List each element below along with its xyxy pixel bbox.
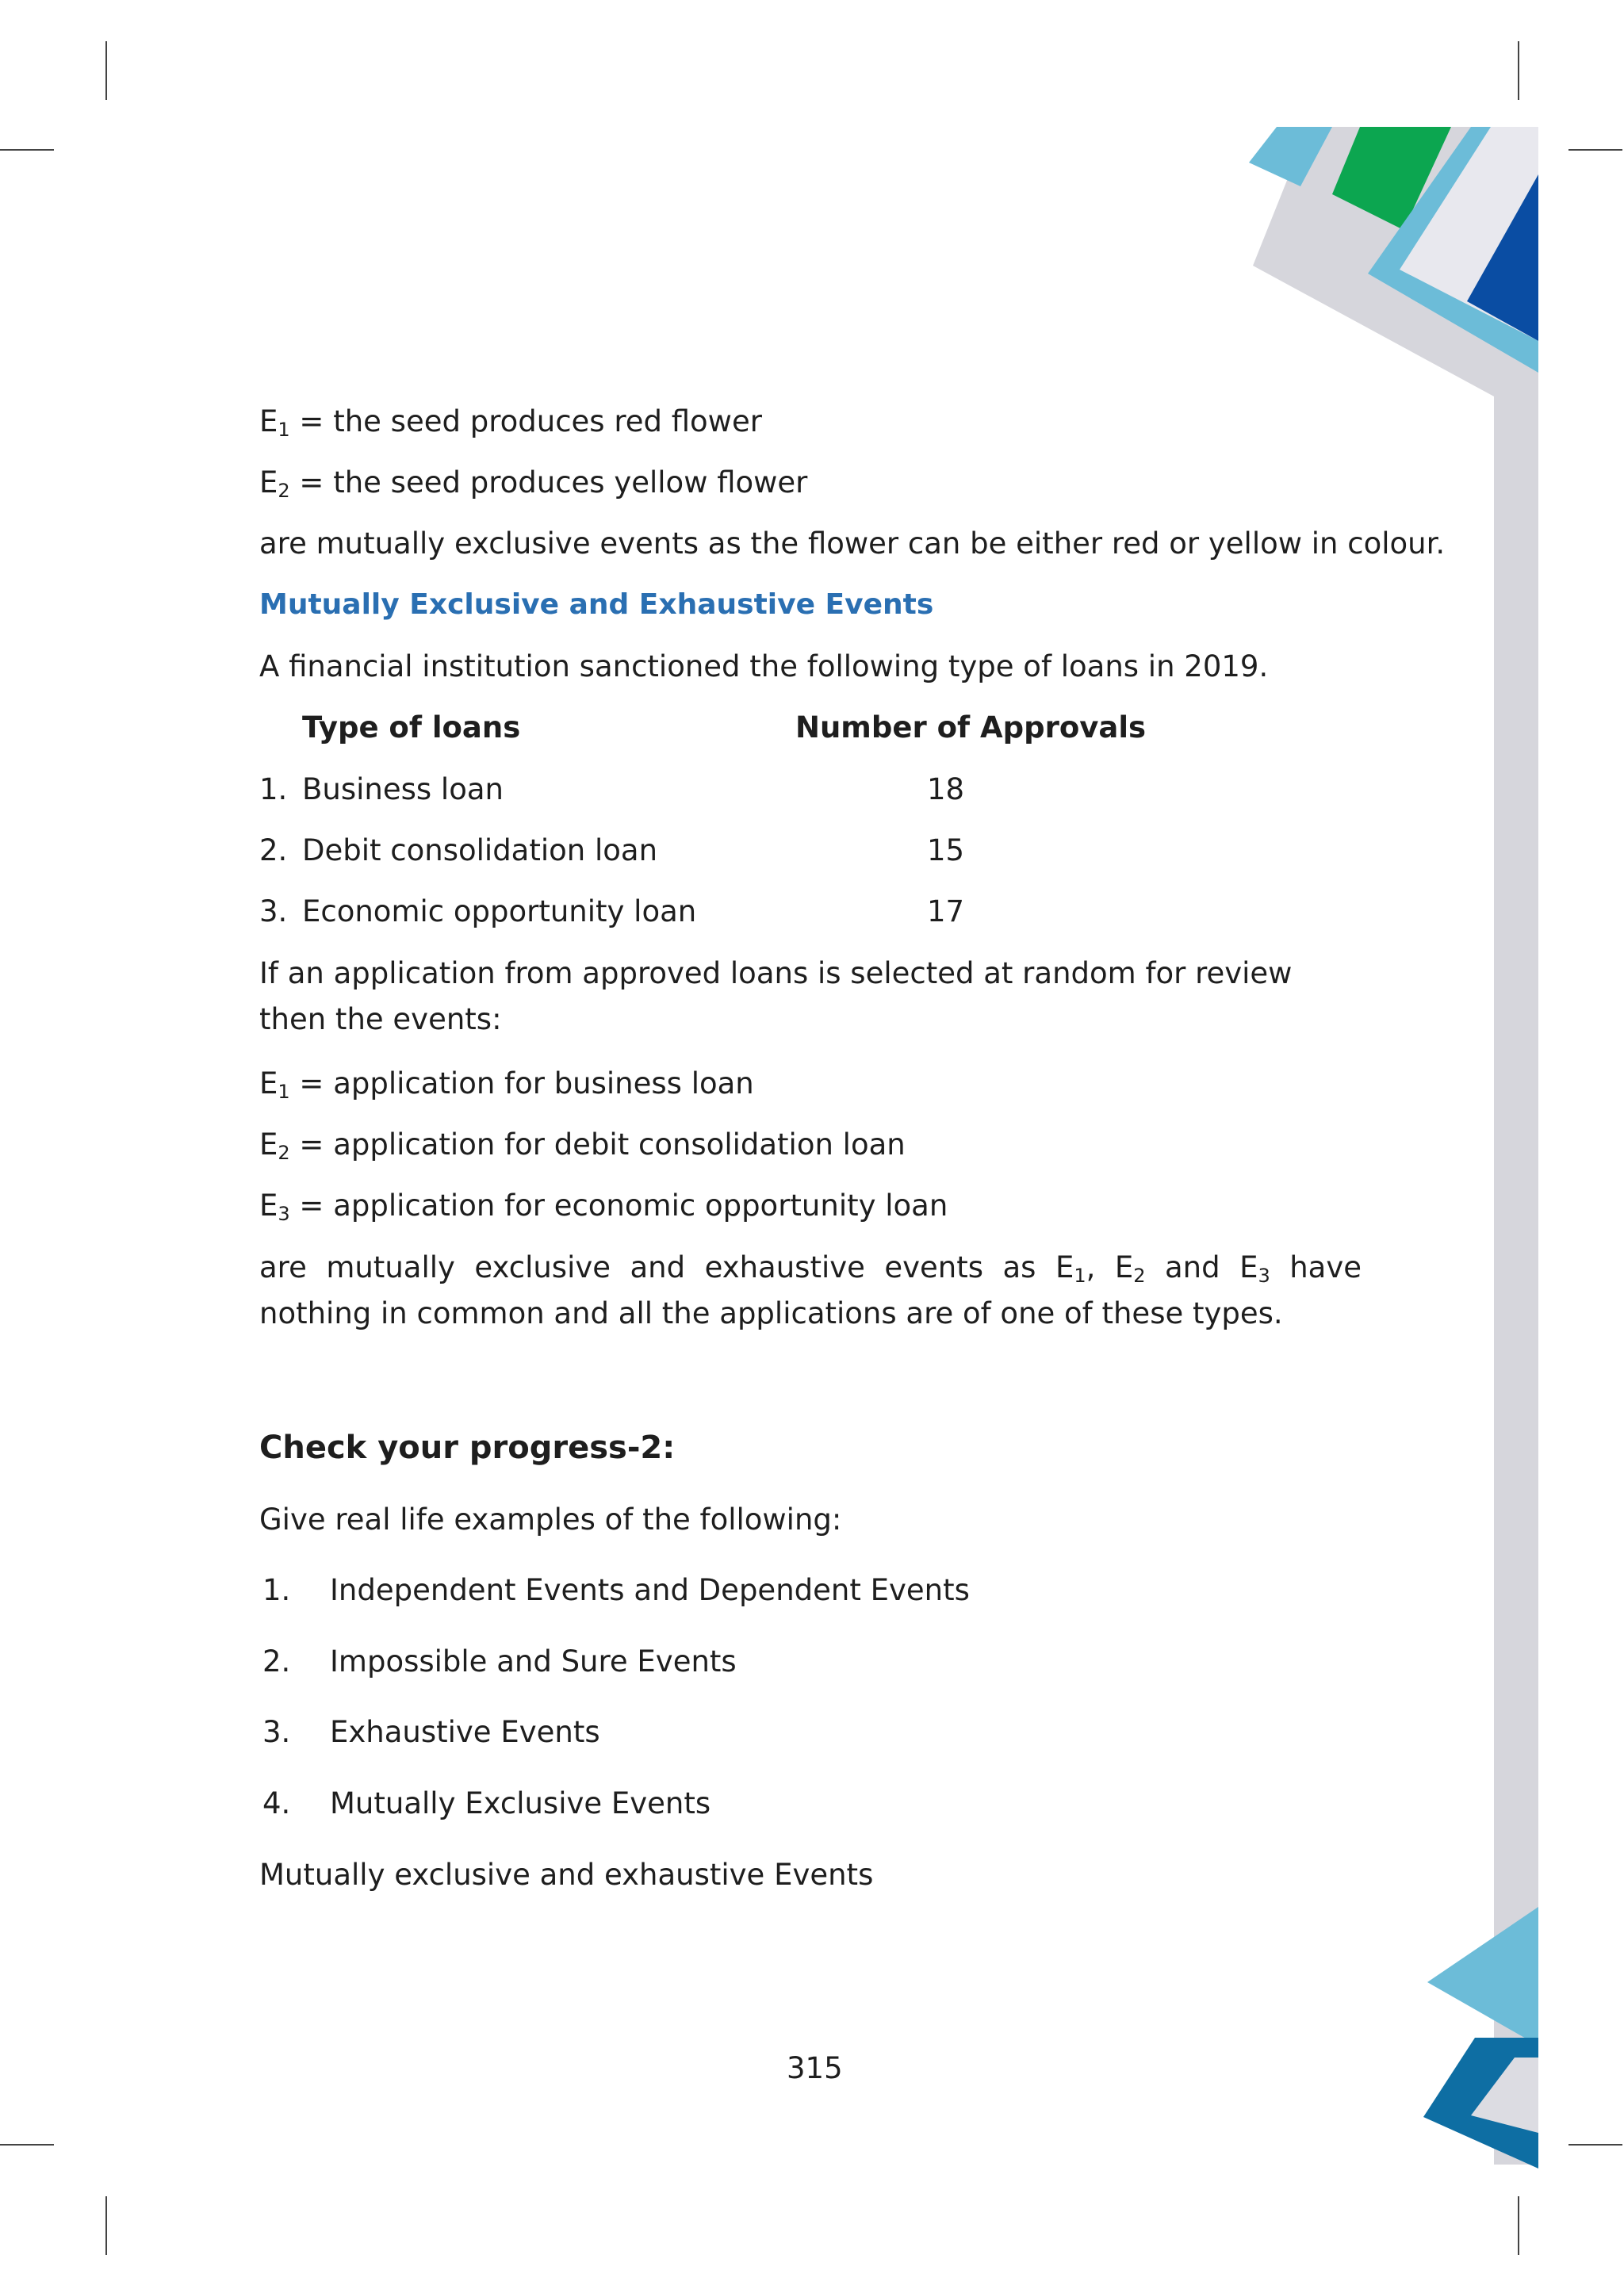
table-row-2-count: 15 xyxy=(927,833,965,867)
side-band xyxy=(1494,333,1538,2165)
event-e2-loan: $E_2$ = application for debit consolidation loan xyxy=(259,1127,906,1164)
event-e1-seed: $E_1$ = the seed produces red flower xyxy=(259,404,762,441)
event-e1-loan: $E_1$ = application for business loan xyxy=(259,1066,754,1103)
progress-item-1: Independent Events and Dependent Events xyxy=(330,1573,970,1607)
table-row-1-num: 1. xyxy=(259,772,288,806)
table-header-count: Number of Approvals xyxy=(795,710,1147,745)
table-row-1-count: 18 xyxy=(927,772,965,806)
event-e2-seed: $E_2$ = the seed produces yellow flower xyxy=(259,465,808,502)
table-row-3-count: 17 xyxy=(927,894,965,928)
progress-item-1-num: 1. xyxy=(262,1573,291,1607)
progress-item-4: Mutually Exclusive Events xyxy=(330,1786,711,1820)
progress-item-2: Impossible and Sure Events xyxy=(330,1644,737,1679)
progress-title: Check your progress-2: xyxy=(259,1430,676,1466)
conclusion-paragraph: are mutually exclusive and exhaustive events as $E_1$, $E_2$ and $E_3$ have nothing in common and all the applications are of one of these types. xyxy=(259,1250,1362,1330)
intro-text: A financial institution sanctioned the following type of loans in 2019. xyxy=(259,649,1269,683)
progress-trailing: Mutually exclusive and exhaustive Events xyxy=(259,1858,874,1892)
event-e3-loan: $E_3$ = application for economic opportunity loan xyxy=(259,1189,948,1225)
selection-text: If an application from approved loans is selected at random for review then the events: xyxy=(259,956,1293,1036)
bottom-light-blue-diamond xyxy=(1427,1907,1538,2046)
table-row-2-type: Debit consolidation loan xyxy=(302,833,658,867)
table-header-type: Type of loans xyxy=(302,710,521,745)
progress-item-2-num: 2. xyxy=(262,1644,291,1679)
seed-conclusion: are mutually exclusive events as the flower can be either red or yellow in colour. xyxy=(259,526,1446,561)
progress-item-3-num: 3. xyxy=(262,1715,291,1749)
table-row-3-num: 3. xyxy=(259,894,288,928)
table-row-2-num: 2. xyxy=(259,833,288,867)
table-row-3-type: Economic opportunity loan xyxy=(302,894,697,928)
table-row-1-type: Business loan xyxy=(302,772,504,806)
progress-item-3: Exhaustive Events xyxy=(330,1715,600,1749)
progress-item-4-num: 4. xyxy=(262,1786,291,1820)
progress-prompt: Give real life examples of the following: xyxy=(259,1503,842,1537)
page-number: 315 xyxy=(787,2051,843,2085)
section-heading: Mutually Exclusive and Exhaustive Events xyxy=(259,588,934,621)
